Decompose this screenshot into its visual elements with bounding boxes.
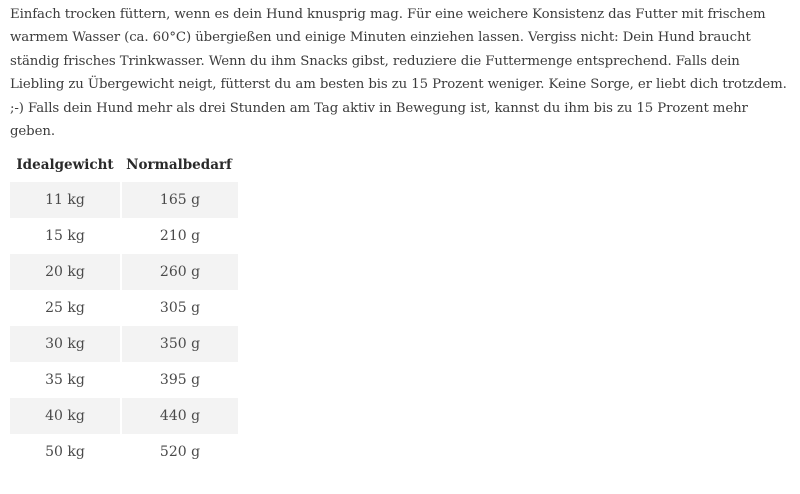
table-row: [10, 362, 238, 398]
table-row: [10, 434, 238, 470]
weight-cell: 20 kg: [10, 254, 120, 290]
amount-cell: 520 g: [120, 434, 238, 470]
table-row: [10, 398, 238, 434]
amount-cell: 260 g: [120, 254, 238, 290]
weight-cell: 25 kg: [10, 290, 120, 326]
table-header-row: [10, 148, 238, 182]
feeding-table: [10, 148, 238, 470]
weight-cell: 30 kg: [10, 326, 120, 362]
table-row: [10, 218, 238, 254]
weight-cell: 15 kg: [10, 218, 120, 254]
weight-cell: 35 kg: [10, 362, 120, 398]
amount-cell: 210 g: [120, 218, 238, 254]
amount-cell: 305 g: [120, 290, 238, 326]
amount-cell: 395 g: [120, 362, 238, 398]
weight-cell: 11 kg: [10, 182, 120, 218]
amount-cell: 440 g: [120, 398, 238, 434]
weight-cell: 50 kg: [10, 434, 120, 470]
table-row: [10, 290, 238, 326]
header-normalbedarf: Normalbedarf: [126, 157, 232, 173]
weight-cell: 40 kg: [10, 398, 120, 434]
table-row: [10, 182, 238, 218]
table-row: [10, 254, 238, 290]
feeding-instructions-text: Einfach trocken füttern, wenn es dein Hund knusprig mag. Für eine weichere Konsistenz das Futter mit frischem warmem Wasser (ca. 60°C) übergießen und einige Minuten einziehen lassen. Vergiss nicht: Dein Hund braucht ständig frisches Trinkwasser. Wenn du ihm Snacks gibst, reduziere die Futtermenge entsprechend. Falls dein Liebling zu Übergewicht neigt, fütterst du am besten bis zu 15 Prozent weniger. Keine Sorge, er liebt dich trotzdem. ;-) Falls dein Hund mehr als drei Stunden am Tag aktiv in Bewegung ist, kannst du ihm bis zu 15 Prozent mehr geben.: [10, 7, 787, 140]
header-idealgewicht: Idealgewicht: [16, 157, 114, 173]
amount-cell: 165 g: [120, 182, 238, 218]
amount-cell: 350 g: [120, 326, 238, 362]
table-row: [10, 326, 238, 362]
